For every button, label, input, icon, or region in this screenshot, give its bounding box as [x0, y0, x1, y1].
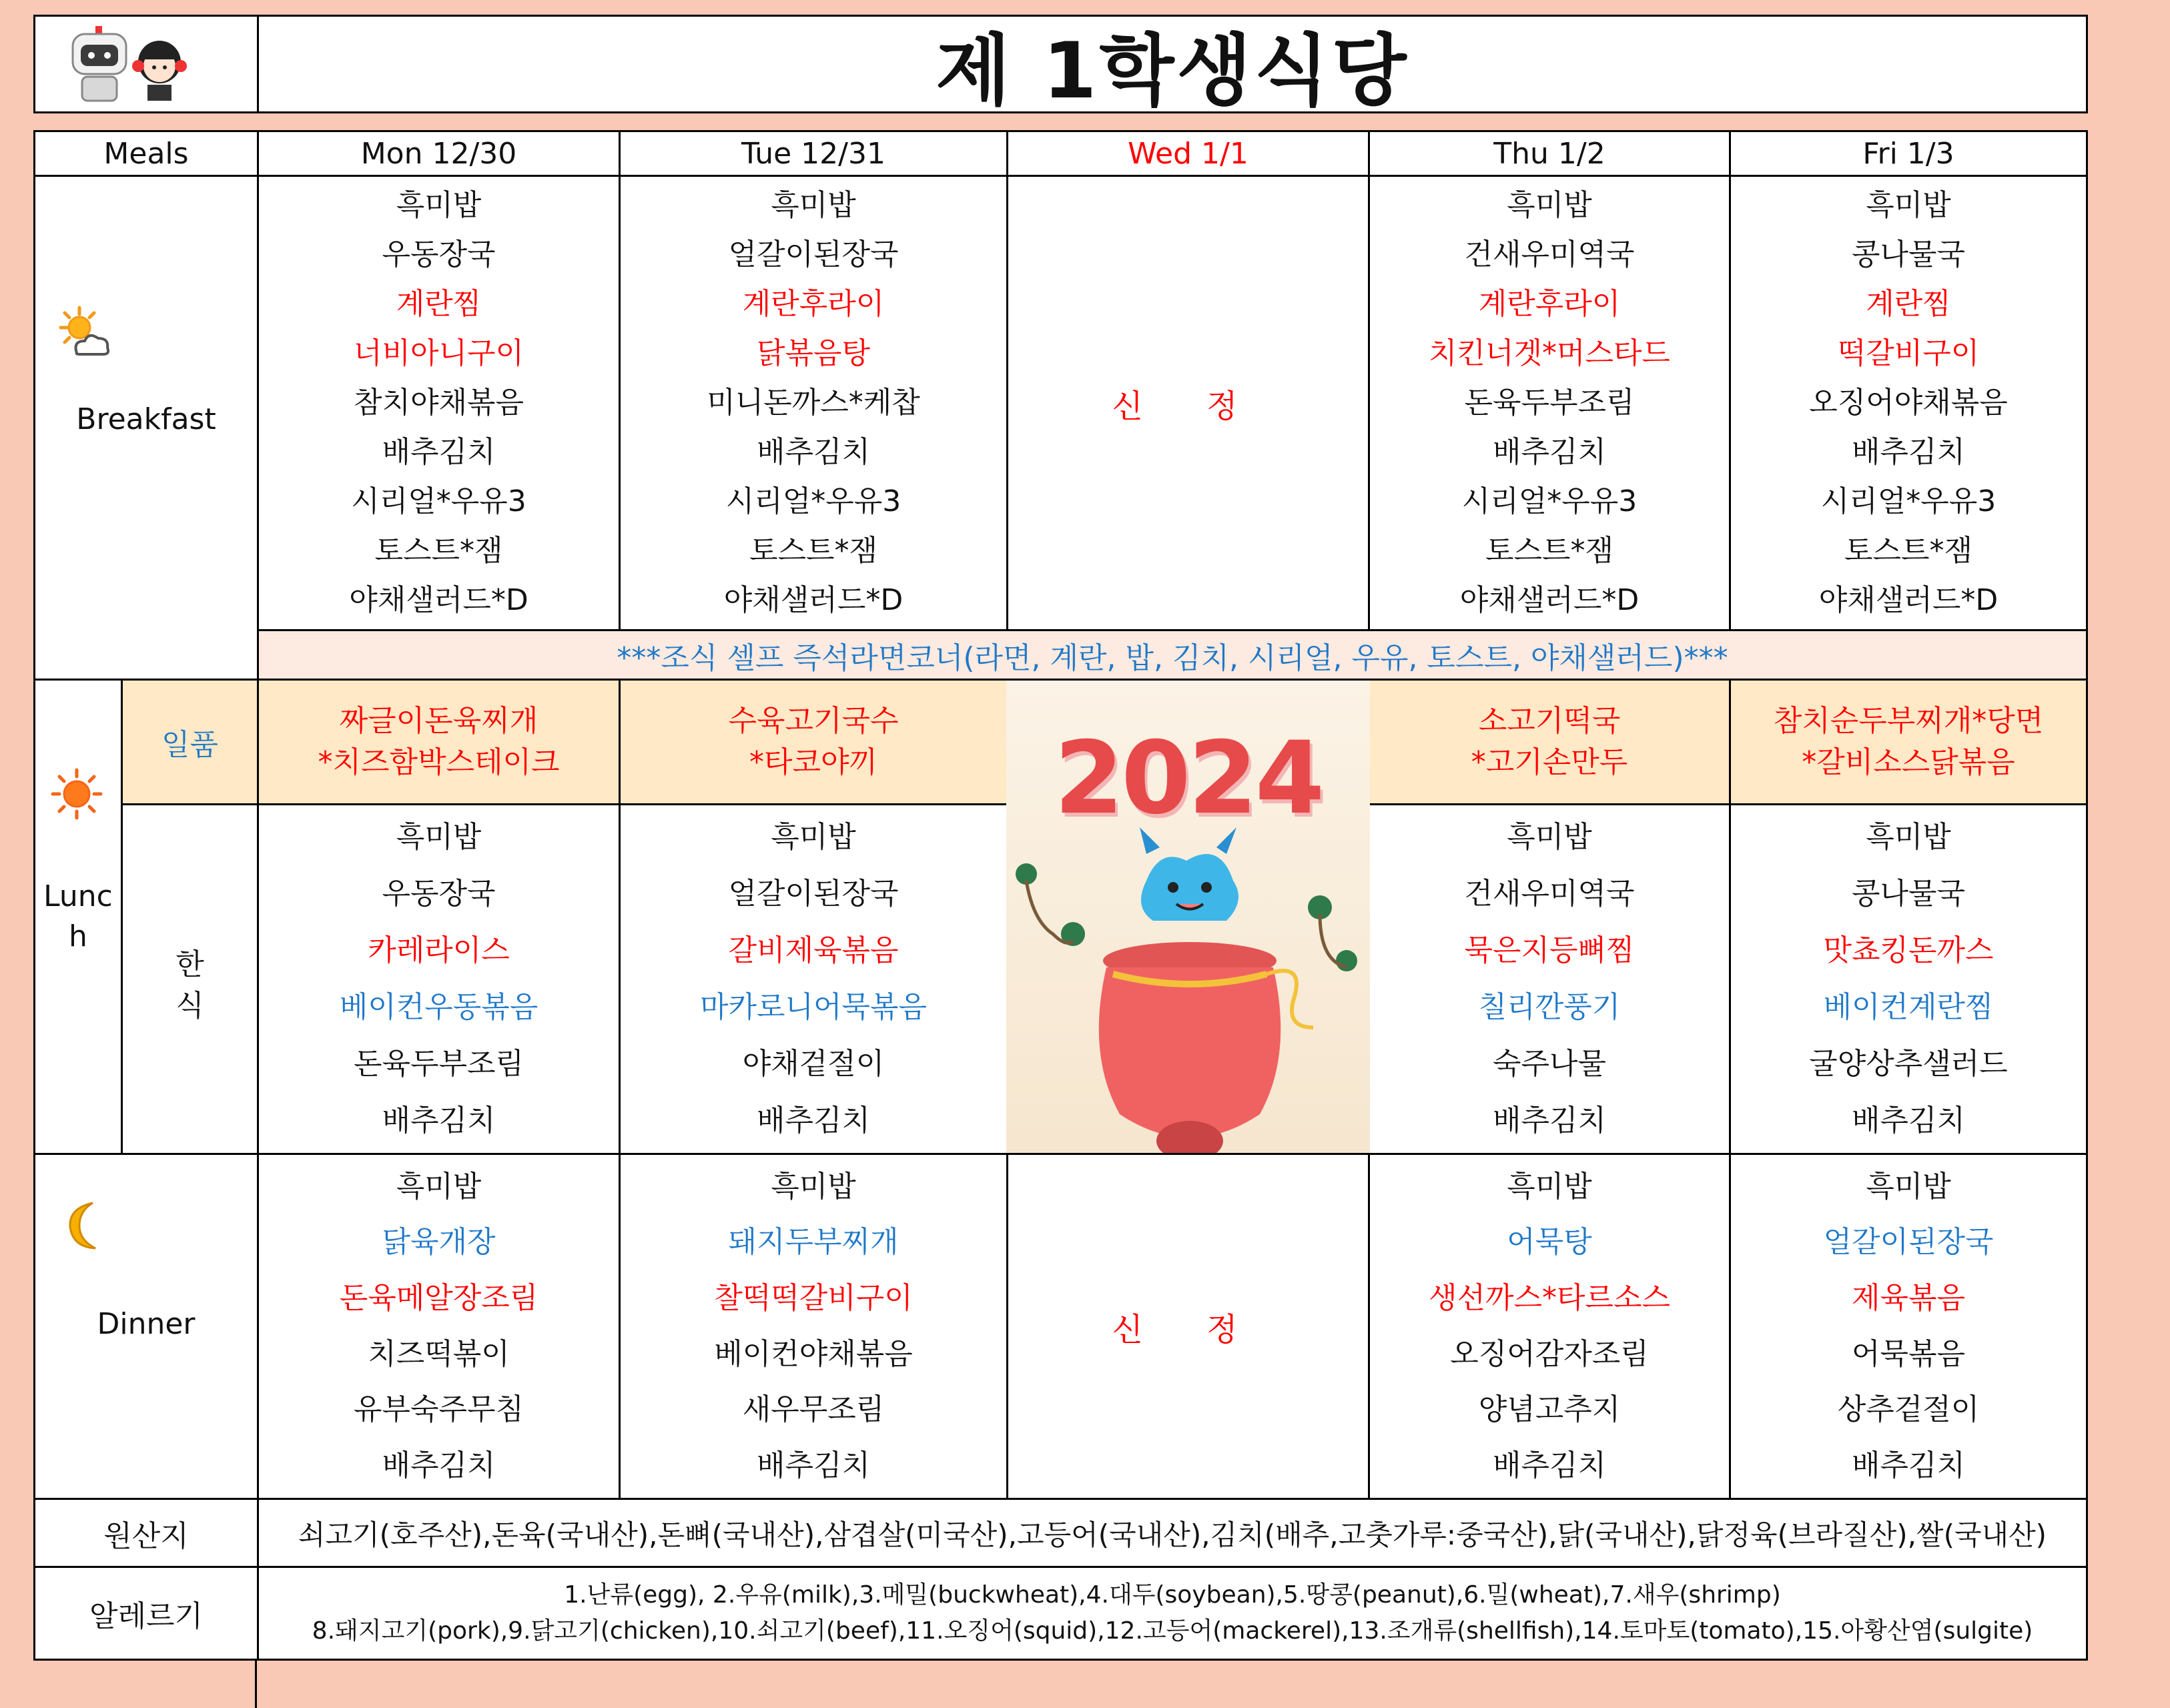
allergy-label: 알레르기 — [33, 1566, 259, 1661]
menu-item: 갈비제육볶음 — [728, 933, 899, 968]
dinner-label: Dinner — [97, 1307, 196, 1341]
menu-item: 배추김치 — [1851, 435, 1965, 469]
menu-item: 오징어감자조림 — [1450, 1336, 1649, 1371]
menu-item: 콩나물국 — [1851, 877, 1965, 911]
special-label-cell — [121, 679, 259, 805]
menu-item: 배추김치 — [382, 435, 496, 469]
menu-item: 굴양상추샐러드 — [1809, 1046, 2008, 1081]
special-item: *고기손만두 — [1471, 745, 1628, 779]
lunch-label-line1: Lunc — [43, 879, 113, 913]
menu-item: 우동장국 — [382, 238, 496, 272]
menu-item: 참치야채볶음 — [353, 386, 524, 420]
menu-item: 배추김치 — [1492, 435, 1606, 469]
menu-item: 마카로니어묵볶음 — [699, 989, 928, 1024]
menu-item: 제육볶음 — [1851, 1281, 1965, 1316]
special-item: 짜글이돈육찌개 — [339, 704, 538, 739]
menu-item: 흑미밥 — [1507, 1169, 1592, 1204]
menu-item: 생선까스*타르소스 — [1428, 1281, 1671, 1316]
dinner-holiday-wed: 신 정 — [1006, 1153, 1370, 1500]
menu-item: 토스트*잼 — [374, 534, 503, 568]
sun-behind-cloud-icon — [53, 304, 113, 364]
lunch-label-cell — [33, 679, 123, 1155]
menu-item: 흑미밥 — [1507, 820, 1592, 855]
menu-item: 배추김치 — [382, 1103, 496, 1138]
menu-item: 계란후라이 — [1478, 287, 1621, 321]
special-menu-mon — [257, 679, 621, 805]
origin-label: 원산지 — [33, 1498, 259, 1568]
korean-label-line2: 식 — [175, 989, 204, 1023]
special-item: 수육고기국수 — [728, 704, 899, 739]
breakfast-label-cell — [33, 175, 259, 681]
menu-item: 흑미밥 — [396, 1169, 482, 1204]
menu-item: 흑미밥 — [1866, 820, 1951, 855]
menu-item: 토스트*잼 — [1485, 534, 1613, 568]
menu-item: 양념고추지 — [1478, 1392, 1621, 1427]
breakfast-menu-mon — [257, 175, 621, 631]
special-item: *치즈함박스테이크 — [318, 745, 560, 779]
menu-item: 흑미밥 — [1507, 188, 1592, 222]
menu-item: 야채샐러드*D — [349, 583, 528, 617]
menu-item: 배추김치 — [1851, 1103, 1965, 1138]
menu-item: 흑미밥 — [1866, 1169, 1951, 1204]
menu-item: 우동장국 — [382, 877, 496, 911]
lunch-label-line2: h — [69, 919, 87, 953]
menu-item: 야채샐러드*D — [1459, 583, 1640, 617]
menu-item: 야채겉절이 — [742, 1046, 885, 1081]
day-header-fri: Fri 1/3 — [1729, 130, 2088, 177]
dinner-menu-tue — [619, 1153, 1008, 1500]
crescent-moon-icon — [62, 1199, 109, 1252]
menu-item: 베이컨계란찜 — [1823, 989, 1994, 1024]
menu-item: 토스트*잼 — [1844, 534, 1972, 568]
menu-item: 시리얼*우유3 — [725, 484, 901, 518]
korean-menu-thu — [1368, 803, 1731, 1155]
menu-item: 칠리깐풍기 — [1478, 989, 1621, 1024]
menu-item: 콩나물국 — [1851, 238, 1965, 272]
special-item: 참치순두부찌개*당면 — [1773, 704, 2044, 739]
holiday-art-2024-dragon — [1006, 681, 1370, 1153]
day-header-wed: Wed 1/1 — [1006, 130, 1370, 177]
meals-header: Meals — [33, 130, 259, 177]
menu-item: 상추겉절이 — [1837, 1392, 1980, 1427]
breakfast-menu-tue — [619, 175, 1008, 631]
sun-icon — [50, 767, 103, 821]
menu-item: 어묵볶음 — [1851, 1336, 1965, 1371]
menu-item: 흑미밥 — [771, 1169, 856, 1204]
dinner-label-cell — [33, 1153, 259, 1500]
dragon-lucky-bag-icon — [1006, 681, 1370, 1153]
menu-item: 닭육개장 — [382, 1225, 496, 1260]
menu-item: 미니돈까스*케찹 — [707, 386, 920, 420]
menu-item: 토스트*잼 — [749, 534, 877, 568]
menu-item: 배추김치 — [756, 1103, 870, 1138]
korean-label-cell — [121, 803, 259, 1155]
menu-item: 맛쵸킹돈까스 — [1823, 933, 1994, 968]
menu-item: 돈육두부조림 — [353, 1046, 524, 1081]
menu-item: 치킨너겟*머스타드 — [1428, 336, 1671, 370]
menu-item: 배추김치 — [1492, 1103, 1606, 1138]
breakfast-menu-fri — [1729, 175, 2088, 631]
menu-item: 계란찜 — [396, 287, 482, 321]
breakfast-holiday-wed: 신 정 — [1006, 175, 1370, 631]
menu-item: 야채샐러드*D — [723, 583, 903, 617]
korean-menu-fri — [1729, 803, 2088, 1155]
menu-item: 돈육메알장조림 — [339, 1281, 538, 1316]
menu-item: 베이컨야채볶음 — [714, 1336, 913, 1371]
menu-item: 유부숙주무침 — [353, 1392, 524, 1427]
menu-item: 닭볶음탕 — [756, 336, 870, 370]
menu-item: 얼갈이된장국 — [1823, 1225, 1994, 1260]
menu-item: 흑미밥 — [396, 820, 482, 855]
korean-menu-tue — [619, 803, 1008, 1155]
korean-menu-mon — [257, 803, 621, 1155]
menu-item: 오징어야채볶음 — [1809, 386, 2008, 420]
dinner-menu-fri — [1729, 1153, 2088, 1500]
menu-item: 너비아니구이 — [353, 336, 524, 370]
menu-item: 건새우미역국 — [1464, 238, 1635, 272]
menu-item: 새우무조림 — [742, 1392, 885, 1427]
special-menu-tue — [619, 679, 1008, 805]
breakfast-label: Breakfast — [76, 402, 216, 436]
robot-girl-mascot-icon — [59, 25, 193, 105]
menu-item: 치즈떡볶이 — [368, 1336, 510, 1371]
allergy-line-2: 8.돼지고기(pork),9.닭고기(chicken),10.쇠고기(beef),11.오징어(squid),12.고등어(mackerel),13.조개류(shellfish),14.토마토(tomato),15.아황산염(sulgite) — [312, 1617, 2033, 1645]
menu-item: 시리얼*우유3 — [1461, 484, 1638, 518]
breakfast-self-corner-banner: ***조식 셀프 즉석라면코너(라면, 계란, 밥, 김치, 시리얼, 우유, 토스트, 야채샐러드)*** — [257, 629, 2088, 681]
special-item: 소고기떡국 — [1478, 704, 1621, 739]
special-menu-thu — [1368, 679, 1731, 805]
menu-item: 흑미밥 — [771, 188, 856, 222]
special-item: *타코야끼 — [749, 745, 877, 779]
allergy-text — [257, 1566, 2088, 1661]
breakfast-menu-thu — [1368, 175, 1731, 631]
menu-item: 묵은지등뼈찜 — [1464, 933, 1635, 968]
menu-item: 배추김치 — [756, 1448, 870, 1483]
menu-item: 떡갈비구이 — [1837, 336, 1980, 370]
menu-item: 흑미밥 — [396, 188, 482, 222]
menu-item: 계란찜 — [1866, 287, 1951, 321]
menu-item: 얼갈이된장국 — [728, 877, 899, 911]
menu-item: 흑미밥 — [1866, 188, 1951, 222]
menu-item: 배추김치 — [1492, 1448, 1606, 1483]
menu-item: 건새우미역국 — [1464, 877, 1635, 911]
korean-label-line1: 한 — [175, 947, 204, 981]
day-header-thu: Thu 1/2 — [1368, 130, 1731, 177]
menu-item: 어묵탕 — [1507, 1225, 1592, 1260]
logo-cell — [33, 15, 259, 113]
menu-item: 숙주나물 — [1492, 1046, 1606, 1081]
allergy-line-1: 1.난류(egg), 2.우유(milk),3.메밀(buckwheat),4.대두(soybean),5.땅콩(peanut),6.밀(wheat),7.새우(shrimp) — [564, 1581, 1781, 1609]
menu-item: 흑미밥 — [771, 820, 856, 855]
menu-item: 돈육두부조림 — [1464, 386, 1635, 420]
day-header-tue: Tue 12/31 — [619, 130, 1008, 177]
dinner-menu-mon — [257, 1153, 621, 1500]
menu-item: 베이컨우동볶음 — [339, 989, 538, 1024]
special-label: 일품 — [161, 728, 218, 762]
page-title: 제 1학생식당 — [257, 15, 2088, 113]
menu-item: 야채샐러드*D — [1818, 583, 1999, 617]
menu-item: 카레라이스 — [368, 933, 510, 968]
menu-item: 배추김치 — [756, 435, 870, 469]
bottom-grid-line — [255, 1659, 257, 1708]
menu-item: 배추김치 — [1851, 1448, 1965, 1483]
day-header-mon: Mon 12/30 — [257, 130, 621, 177]
menu-item: 얼갈이된장국 — [728, 238, 899, 272]
menu-item: 돼지두부찌개 — [728, 1225, 899, 1260]
special-menu-fri — [1729, 679, 2088, 805]
dinner-menu-thu — [1368, 1153, 1731, 1500]
menu-item: 찰떡떡갈비구이 — [714, 1281, 913, 1316]
menu-item: 시리얼*우유3 — [351, 484, 526, 518]
menu-item: 계란후라이 — [742, 287, 885, 321]
menu-item: 배추김치 — [382, 1448, 496, 1483]
origin-text: 쇠고기(호주산),돈육(국내산),돈뼈(국내산),삼겹살(미국산),고등어(국내산),김치(배추,고춧가루:중국산),닭(국내산),닭정육(브라질산),쌀(국내산) — [257, 1498, 2088, 1568]
art-2024-text: 2024 — [1054, 721, 1323, 837]
menu-item: 시리얼*우유3 — [1820, 484, 1997, 518]
special-item: *갈비소스닭볶음 — [1802, 745, 2015, 779]
